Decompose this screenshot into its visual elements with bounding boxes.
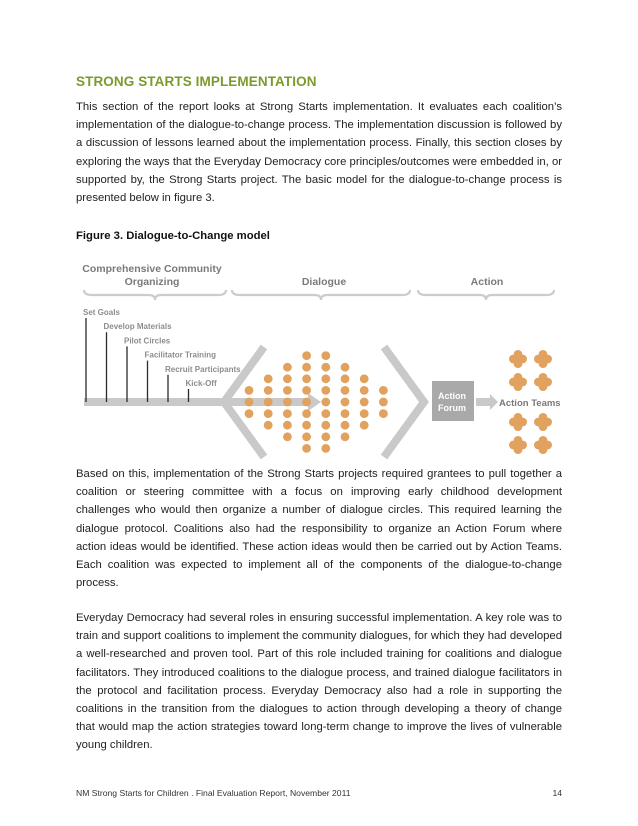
dialogue-circle-dot xyxy=(302,444,311,453)
dialogue-circle-dot xyxy=(302,409,311,418)
dialogue-circle-dot xyxy=(360,421,369,430)
dialogue-circle-dot xyxy=(360,409,369,418)
action-team-cluster xyxy=(509,350,527,368)
step-label: Develop Materials xyxy=(103,322,172,332)
action-team-cluster xyxy=(509,436,527,454)
action-team-cluster xyxy=(509,373,527,391)
phase-label-action: Action xyxy=(470,276,504,288)
dialogue-circle-dot xyxy=(360,374,369,383)
action-team-cluster xyxy=(534,413,552,431)
phase-label-organizing-line2: Organizing xyxy=(124,276,180,288)
dialogue-circle-dot xyxy=(283,409,292,418)
step-label: Recruit Participants xyxy=(165,364,241,374)
roles-paragraph: Everyday Democracy had several roles in ensuring successful implementation. A key role was to train and support coalitions to implement the community dialogues, for which they had developed a well-researched and proven tool. Part of this role included training for coalitions and dialogue facilitators. They introduced coalitions to the dialogue process, and trained dialogue facilitators in the protocol and facilitation process. Everyday Democracy also had a role in supporting the coalitions in the transition from the dialogues to action through developing a theory of change that would map the action strategies toward long-term change to improve the lives of vulnerable young children. xyxy=(76,612,562,752)
dialogue-circle-dot xyxy=(321,421,330,430)
dialogue-circle-dot xyxy=(283,374,292,383)
dialogue-circle-dot xyxy=(321,398,330,407)
dialogue-circle-dot xyxy=(321,363,330,372)
dialogue-circle-dot xyxy=(264,421,273,430)
dialogue-circle-dot xyxy=(302,351,311,360)
dialogue-circle-dot xyxy=(321,409,330,418)
dialogue-circle-dot xyxy=(321,374,330,383)
action-forum-label-line1: Action xyxy=(438,391,466,401)
dialogue-circle-dot xyxy=(379,409,388,418)
step-label: Facilitator Training xyxy=(144,350,217,360)
dialogue-circle-dot xyxy=(245,409,254,418)
action-forum-label-line2: Forum xyxy=(438,403,466,413)
phase-label-organizing-line1: Comprehensive Community xyxy=(82,263,222,275)
dialogue-circle-dot xyxy=(302,374,311,383)
dialogue-circle-dot xyxy=(264,409,273,418)
implementation-paragraph: Based on this, implementation of the Strong Starts projects required grantees to pull together a coalition or steering committee with a focus on improving early childhood development challenges who would then organize a number of dialogue circles. This required learning the dialogue protocol. Coalitions also had the responsibility to organize an Action Forum where action ideas would be identified. These action ideas would then be carried out by Action Teams. Each coalition was expected to implement all of the components of the dialogue-to-change process. xyxy=(76,468,562,590)
dialogue-circle-dot xyxy=(302,432,311,441)
action-team-cluster xyxy=(534,373,552,391)
dialogue-closing-chevron xyxy=(384,347,424,457)
dialogue-circle-dot xyxy=(341,386,350,395)
step-label: Pilot Circles xyxy=(124,336,171,346)
dialogue-to-change-diagram xyxy=(76,258,562,468)
action-team-cluster xyxy=(534,436,552,454)
dialogue-circle-dot xyxy=(341,432,350,441)
dialogue-circle-dot xyxy=(341,374,350,383)
dialogue-circle-dot xyxy=(341,363,350,372)
section-title: STRONG STARTS IMPLEMENTATION xyxy=(76,74,317,89)
dialogue-circle-dot xyxy=(379,398,388,407)
intro-paragraph: This section of the report looks at Strong Starts implementation. It evaluates each coalition’s implementation of the dialogue-to-change process. The implementation discussion is followed by a discussion of lessons learned about the implementation process. Finally, this section closes by exploring the ways that the Everyday Democracy core principles/outcomes were embedded in, or supported by, the Strong Starts project. The basic model for the dialogue-to-change process is presented below in figure 3. xyxy=(76,101,562,205)
dialogue-circle-dot xyxy=(245,398,254,407)
dialogue-circle-dot xyxy=(283,398,292,407)
forum-to-teams-arrow xyxy=(476,394,498,410)
dialogue-circle-dot xyxy=(245,386,254,395)
bracket-organizing xyxy=(84,290,226,300)
dialogue-circle-dot xyxy=(264,398,273,407)
dialogue-circle-dot xyxy=(283,421,292,430)
action-forum-box xyxy=(432,381,474,421)
step-label: Kick-Off xyxy=(185,379,217,388)
dialogue-circle-dot xyxy=(302,386,311,395)
dialogue-circle-dot xyxy=(283,363,292,372)
dialogue-circle-dot xyxy=(360,398,369,407)
dialogue-circle-dot xyxy=(264,374,273,383)
dialogue-circle-dot xyxy=(341,409,350,418)
organizing-steps xyxy=(83,308,241,402)
footer-page-number: 14 xyxy=(552,788,562,798)
bracket-dialogue xyxy=(232,290,410,300)
action-team-cluster xyxy=(509,413,527,431)
footer-report-title: NM Strong Starts for Children . Final Evaluation Report, November 2011 xyxy=(76,788,351,798)
phase-label-dialogue: Dialogue xyxy=(301,276,347,288)
dialogue-circle-dot xyxy=(264,386,273,395)
dialogue-circle-dot xyxy=(283,386,292,395)
figure-caption: Figure 3. Dialogue-to-Change model xyxy=(76,230,270,242)
dialogue-circle-dot xyxy=(302,421,311,430)
dialogue-circle-dot xyxy=(321,386,330,395)
dialogue-circle-dot xyxy=(321,432,330,441)
dialogue-circle-dot xyxy=(379,386,388,395)
action-team-cluster xyxy=(534,350,552,368)
dialogue-circle-dot xyxy=(360,386,369,395)
dialogue-circle-dot xyxy=(302,363,311,372)
dialogue-circle-dot xyxy=(321,351,330,360)
bracket-action xyxy=(418,290,554,300)
step-label: Set Goals xyxy=(83,308,120,317)
dialogue-circle-dot xyxy=(341,421,350,430)
dialogue-circle-dot xyxy=(321,444,330,453)
dialogue-circle-dot xyxy=(302,398,311,407)
dialogue-circle-dot xyxy=(341,398,350,407)
dialogue-circle-dot xyxy=(283,432,292,441)
action-teams-label: Action Teams xyxy=(499,398,561,409)
phase-brackets xyxy=(84,290,554,300)
